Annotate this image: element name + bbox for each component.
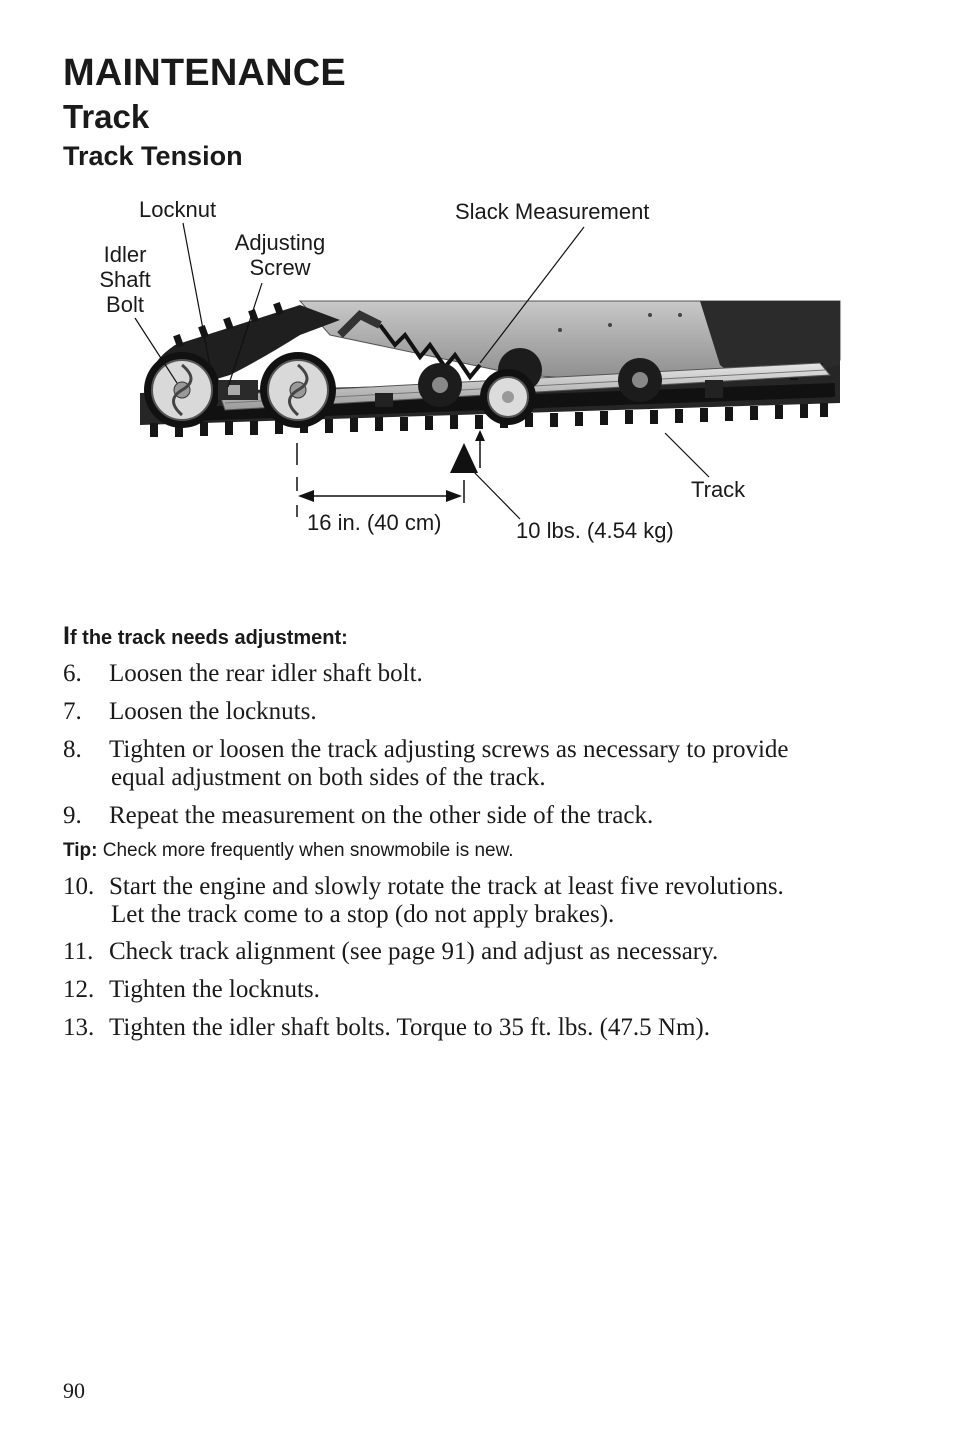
adjusting-screw-head xyxy=(228,385,240,395)
dimension-arrow-right xyxy=(446,490,462,502)
label-distance: 16 in. (40 cm) xyxy=(307,510,442,535)
label-adjusting-line1: Adjusting xyxy=(234,230,326,255)
dimension-arrow-left xyxy=(298,490,314,502)
step-text: Tighten or loosen the track adjusting screws as necessary to provide xyxy=(109,736,789,763)
tip-text: Check more frequently when snowmobile is new. xyxy=(102,840,514,861)
step-text: Loosen the rear idler shaft bolt. xyxy=(109,660,423,687)
step-text: Tighten the idler shaft bolts. Torque to 35 ft. lbs. (47.5 Nm). xyxy=(109,1014,710,1041)
step-text: Check track alignment (see page 91) and adjust as necessary. xyxy=(109,938,719,965)
step-9 xyxy=(63,802,883,830)
step-number: 7. xyxy=(63,698,82,725)
rear-idler-wheel xyxy=(144,352,220,428)
measurement-wheel xyxy=(480,369,536,425)
step-10 xyxy=(63,873,883,929)
step-number: 12. xyxy=(63,976,95,1003)
step-number: 6. xyxy=(63,660,82,687)
step-6 xyxy=(63,660,883,688)
step-text-continued: Let the track come to a stop (do not apply brakes). xyxy=(111,901,615,928)
chapter-title: MAINTENANCE xyxy=(63,52,346,94)
label-locknut: Locknut xyxy=(139,197,217,222)
tip-label: Tip: xyxy=(63,840,98,861)
step-text-continued: equal adjustment on both sides of the track. xyxy=(111,764,546,791)
step-number: 9. xyxy=(63,802,82,829)
label-idler-line1: Idler xyxy=(103,242,147,267)
step-11 xyxy=(63,938,883,966)
label-idler-line2: Shaft xyxy=(99,267,151,292)
step-number: 10. xyxy=(63,873,95,900)
second-idler-wheel xyxy=(260,352,336,428)
step-text: Tighten the locknuts. xyxy=(109,976,320,1003)
step-12 xyxy=(63,976,883,1004)
step-13 xyxy=(63,1014,883,1042)
label-weight: 10 lbs. (4.54 kg) xyxy=(516,518,674,543)
force-arrow xyxy=(450,443,478,473)
step-number: 8. xyxy=(63,736,82,763)
procedure-subheading xyxy=(63,622,348,651)
subsection-title: Track Tension xyxy=(63,141,243,171)
section-title: Track xyxy=(63,98,150,135)
step-text: Repeat the measurement on the other side of the track. xyxy=(109,802,654,829)
subheading-rest: f the track needs adjustment: xyxy=(69,627,348,649)
step-number: 13. xyxy=(63,1014,95,1041)
label-adjusting-line2: Screw xyxy=(249,255,311,280)
label-slack-measurement: Slack Measurement xyxy=(455,199,650,224)
measurement-markers xyxy=(297,437,480,517)
subheading-cap: I xyxy=(63,622,70,650)
label-idler-line3: Bolt xyxy=(106,292,144,317)
label-idler-shaft-bolt xyxy=(95,242,155,317)
step-8 xyxy=(63,736,883,792)
step-7 xyxy=(63,698,883,726)
step-text: Loosen the locknuts. xyxy=(109,698,317,725)
page-number: 90 xyxy=(63,1378,85,1403)
label-adjusting-screw xyxy=(226,230,334,280)
label-track: Track xyxy=(691,477,746,502)
step-number: 11. xyxy=(63,938,94,965)
slack-arrow xyxy=(475,430,485,441)
step-text: Start the engine and slowly rotate the track at least five revolutions. xyxy=(109,873,784,900)
track-tension-figure xyxy=(0,185,954,565)
tip-note xyxy=(63,840,514,862)
